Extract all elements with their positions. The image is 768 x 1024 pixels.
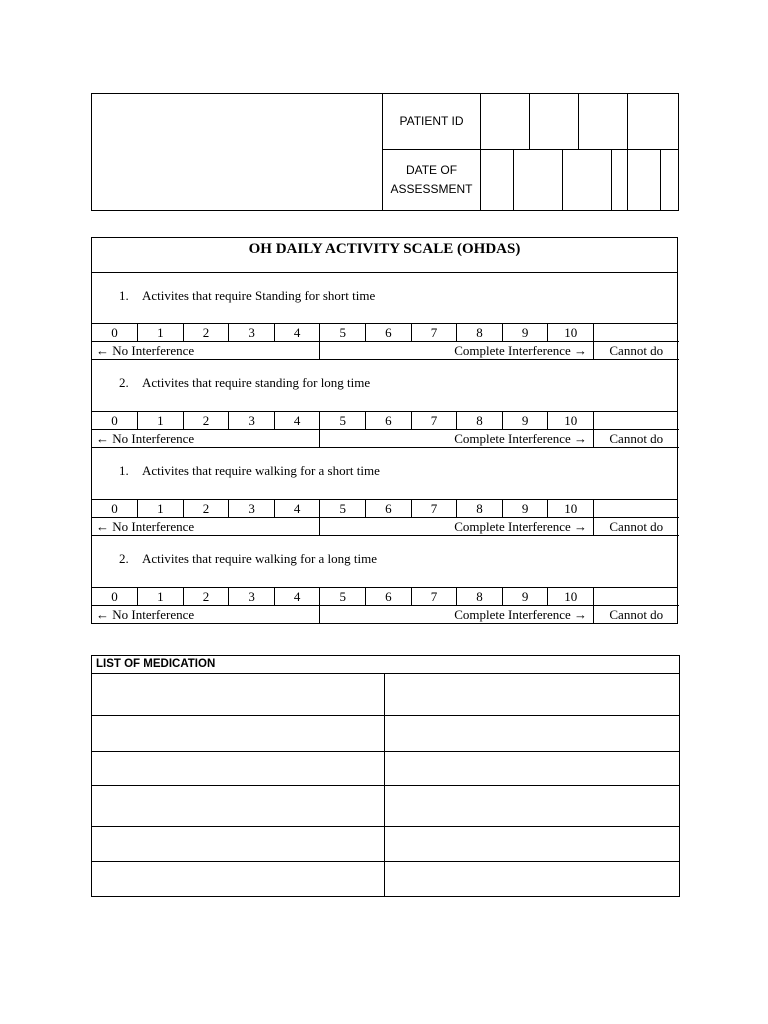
scale-option-0[interactable]: 0 (92, 588, 138, 606)
date-box-4[interactable] (612, 150, 628, 211)
scale-option-2[interactable]: 2 (183, 500, 229, 518)
scale-option-10[interactable]: 10 (548, 500, 594, 518)
medication-cell[interactable] (92, 752, 385, 786)
question-row (92, 536, 677, 588)
scale-option-9[interactable]: 9 (502, 324, 548, 342)
complete-interference-label: Complete Interference → (320, 606, 594, 624)
scale-option-7[interactable]: 7 (411, 412, 457, 430)
rating-scale (92, 412, 679, 448)
question-text: Activites that require walking for a long time (142, 551, 378, 566)
medication-cell[interactable] (92, 674, 385, 716)
scale-option-2[interactable]: 2 (183, 324, 229, 342)
cannot-do-label: Cannot do (594, 342, 679, 360)
scale-option-5[interactable]: 5 (320, 500, 366, 518)
scale-option-10[interactable]: 10 (548, 324, 594, 342)
scale-option-8[interactable]: 8 (457, 588, 503, 606)
scale-option-3[interactable]: 3 (229, 324, 275, 342)
question-text: Activites that require walking for a short time (142, 463, 380, 478)
scale-option-6[interactable]: 6 (366, 588, 412, 606)
scale-option-0[interactable]: 0 (92, 412, 138, 430)
scale-option-0[interactable]: 0 (92, 500, 138, 518)
scale-option-1[interactable]: 1 (138, 500, 184, 518)
date-label-line2: ASSESSMENT (390, 182, 473, 196)
date-box-1[interactable] (481, 150, 514, 211)
medication-list-title: LIST OF MEDICATION (92, 656, 680, 674)
scale-option-6[interactable]: 6 (366, 412, 412, 430)
ohdas-question-block (92, 273, 677, 360)
scale-option-8[interactable]: 8 (457, 412, 503, 430)
scale-option-8[interactable]: 8 (457, 324, 503, 342)
question-number: 1. (119, 288, 129, 303)
scale-option-1[interactable]: 1 (138, 588, 184, 606)
scale-option-4[interactable]: 4 (274, 588, 320, 606)
cannot-do-label: Cannot do (594, 606, 679, 624)
question-row (92, 273, 677, 324)
medication-cell[interactable] (92, 862, 385, 897)
no-interference-label: ← No Interference (92, 518, 320, 536)
blank-header-area (92, 94, 383, 211)
scale-option-1[interactable]: 1 (138, 324, 184, 342)
medication-cell[interactable] (385, 862, 680, 897)
ohdas-title: OH DAILY ACTIVITY SCALE (OHDAS) (92, 238, 677, 273)
patient-header-table (91, 93, 679, 211)
complete-interference-label: Complete Interference → (320, 342, 594, 360)
medication-cell[interactable] (92, 786, 385, 827)
scale-option-9[interactable]: 9 (502, 500, 548, 518)
medication-cell[interactable] (385, 786, 680, 827)
medication-cell[interactable] (385, 674, 680, 716)
medication-table (91, 655, 680, 897)
medication-cell[interactable] (92, 827, 385, 862)
scale-option-9[interactable]: 9 (502, 412, 548, 430)
patient-id-box-4[interactable] (628, 94, 679, 150)
scale-option-7[interactable]: 7 (411, 500, 457, 518)
question-number: 2. (119, 375, 129, 390)
patient-id-box-1[interactable] (481, 94, 530, 150)
scale-option-6[interactable]: 6 (366, 324, 412, 342)
date-box-3[interactable] (563, 150, 612, 211)
scale-option-6[interactable]: 6 (366, 500, 412, 518)
question-number: 1. (119, 463, 129, 478)
medication-cell[interactable] (385, 752, 680, 786)
date-box-2[interactable] (514, 150, 563, 211)
complete-interference-label: Complete Interference → (320, 430, 594, 448)
cannot-do-label: Cannot do (594, 518, 679, 536)
scale-option-3[interactable]: 3 (229, 412, 275, 430)
scale-option-10[interactable]: 10 (548, 588, 594, 606)
date-box-6[interactable] (661, 150, 679, 211)
rating-scale (92, 324, 679, 360)
scale-option-5[interactable]: 5 (320, 324, 366, 342)
medication-cell[interactable] (92, 716, 385, 752)
patient-id-box-3[interactable] (579, 94, 628, 150)
scale-option-4[interactable]: 4 (274, 500, 320, 518)
cannot-do-box[interactable] (594, 588, 679, 606)
scale-option-2[interactable]: 2 (183, 588, 229, 606)
scale-option-3[interactable]: 3 (229, 500, 275, 518)
no-interference-label: ← No Interference (92, 430, 320, 448)
scale-option-4[interactable]: 4 (274, 324, 320, 342)
scale-option-5[interactable]: 5 (320, 588, 366, 606)
patient-id-box-2[interactable] (530, 94, 579, 150)
question-row (92, 448, 677, 500)
question-number: 2. (119, 551, 129, 566)
ohdas-question-block (92, 360, 677, 448)
question-text: Activites that require Standing for short time (142, 288, 376, 303)
scale-option-8[interactable]: 8 (457, 500, 503, 518)
ohdas-scale (91, 237, 678, 624)
ohdas-question-block (92, 448, 677, 536)
scale-option-9[interactable]: 9 (502, 588, 548, 606)
date-of-assessment-label (383, 150, 481, 211)
question-row (92, 360, 677, 412)
rating-scale (92, 588, 679, 623)
scale-option-4[interactable]: 4 (274, 412, 320, 430)
date-box-5[interactable] (628, 150, 661, 211)
medication-cell[interactable] (385, 716, 680, 752)
scale-option-0[interactable]: 0 (92, 324, 138, 342)
complete-interference-label: Complete Interference → (320, 518, 594, 536)
ohdas-questions (92, 273, 677, 623)
scale-option-3[interactable]: 3 (229, 588, 275, 606)
patient-id-label: PATIENT ID (383, 94, 481, 150)
cannot-do-box[interactable] (594, 412, 679, 430)
scale-option-1[interactable]: 1 (138, 412, 184, 430)
scale-option-7[interactable]: 7 (411, 324, 457, 342)
medication-cell[interactable] (385, 827, 680, 862)
scale-option-10[interactable]: 10 (548, 412, 594, 430)
cannot-do-box[interactable] (594, 324, 679, 342)
no-interference-label: ← No Interference (92, 606, 320, 624)
cannot-do-box[interactable] (594, 500, 679, 518)
scale-option-7[interactable]: 7 (411, 588, 457, 606)
scale-option-5[interactable]: 5 (320, 412, 366, 430)
date-label-line1: DATE OF (405, 163, 458, 177)
no-interference-label: ← No Interference (92, 342, 320, 360)
ohdas-question-block (92, 536, 677, 623)
rating-scale (92, 500, 679, 536)
question-text: Activites that require standing for long time (142, 375, 371, 390)
scale-option-2[interactable]: 2 (183, 412, 229, 430)
cannot-do-label: Cannot do (594, 430, 679, 448)
